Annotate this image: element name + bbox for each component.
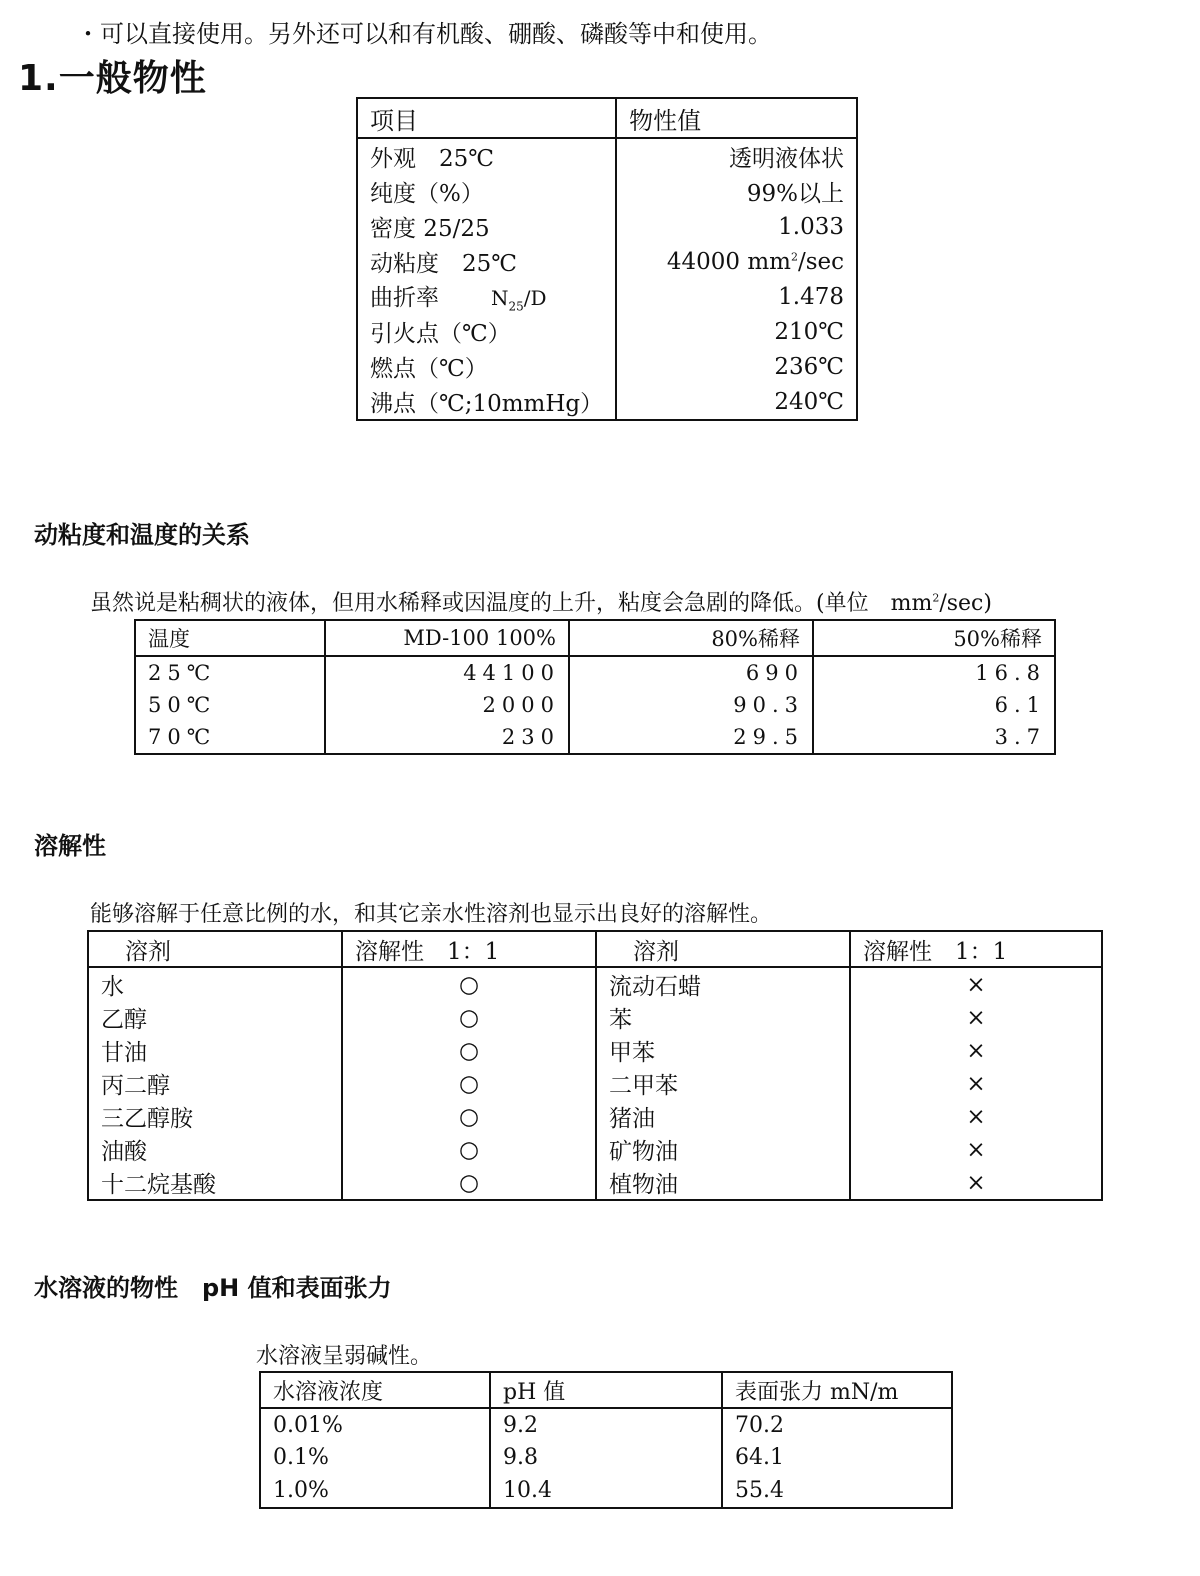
value-cell: 99%以上 [616,174,857,209]
item-label: 曲折率 [370,285,439,312]
header-solvent: 溶剂 [596,931,850,967]
solubility-table [87,930,1103,1201]
header-50: 50%稀释 [813,620,1055,656]
solvent-cell: 苯 [596,1001,850,1034]
temperature-cell: 70℃ [135,721,325,754]
value-cell: 1.033 [616,209,857,244]
solvent-cell: 二甲苯 [596,1067,850,1100]
solvent-cell: 丙二醇 [88,1067,342,1100]
soluble-mark: ○ [342,1001,596,1034]
header-80: 80%稀释 [569,620,813,656]
table-row [88,1034,1102,1067]
surface-tension-cell: 70.2 [722,1408,952,1442]
value-tail: /sec [797,248,844,275]
value-cell [616,244,857,279]
value-cell: 29.5 [569,721,813,754]
table-header-row [260,1372,952,1408]
insoluble-mark: × [850,967,1102,1001]
header-concentration: 水溶液浓度 [260,1372,490,1408]
table-header-row [88,931,1102,967]
value-cell: 2000 [325,689,569,721]
solvent-cell: 油酸 [88,1133,342,1166]
soluble-mark: ○ [342,1034,596,1067]
table-row [135,721,1055,754]
header-solubility: 溶解性 1：1 [342,931,596,967]
concentration-cell: 0.1% [260,1442,490,1475]
value-cell: 16.8 [813,656,1055,689]
header-solubility: 溶解性 1：1 [850,931,1102,967]
table-row [357,138,857,174]
section3-note: 能够溶解于任意比例的水，和其它亲水性溶剂也显示出良好的溶解性。 [90,902,773,927]
item-cell: 燃点（℃） [357,349,616,384]
solvent-cell: 三乙醇胺 [88,1100,342,1133]
solvent-cell: 十二烷基酸 [88,1166,342,1200]
value-cell: 230 [325,721,569,754]
insoluble-mark: × [850,1034,1102,1067]
item-cell: 动粘度 25℃ [357,244,616,279]
value-cell: 90.3 [569,689,813,721]
table-row [88,1133,1102,1166]
header-item: 项目 [357,98,616,138]
value-cell: 6.1 [813,689,1055,721]
item-cell: 外观 25℃ [357,138,616,174]
insoluble-mark: × [850,1166,1102,1200]
value-superscript: 2 [790,249,798,263]
soluble-mark: ○ [342,1166,596,1200]
table-header-row [357,98,857,138]
surface-tension-cell: 64.1 [722,1442,952,1475]
table-row [357,209,857,244]
intro-line: ・可以直接使用。另外还可以和有机酸、硼酸、磷酸等中和使用。 [76,20,772,48]
note-superscript: 2 [932,591,940,605]
table-row [357,279,857,314]
general-properties-table [356,97,858,421]
solvent-cell: 水 [88,967,342,1001]
item-cell: 引火点（℃） [357,314,616,349]
insoluble-mark: × [850,1001,1102,1034]
temperature-cell: 25℃ [135,656,325,689]
soluble-mark: ○ [342,967,596,1001]
value-main: 44000 mm [666,248,791,275]
ph-cell: 9.2 [490,1408,722,1442]
table-row [88,1067,1102,1100]
header-surface-tension: 表面张力 mN/m [722,1372,952,1408]
item-cell: 沸点（℃;10mmHg） [357,384,616,420]
value-cell: 3.7 [813,721,1055,754]
header-solvent: 溶剂 [88,931,342,967]
concentration-cell: 1.0% [260,1474,490,1508]
table-row [260,1408,952,1442]
value-cell: 1.478 [616,279,857,314]
solvent-cell: 植物油 [596,1166,850,1200]
solvent-cell: 乙醇 [88,1001,342,1034]
section2-title: 动粘度和温度的关系 [34,521,250,549]
value-cell: 690 [569,656,813,689]
soluble-mark: ○ [342,1067,596,1100]
table-row [357,244,857,279]
soluble-mark: ○ [342,1100,596,1133]
solvent-cell: 猪油 [596,1100,850,1133]
table-row [135,656,1055,689]
table-row [135,689,1055,721]
section1-title: 1.一般物性 [18,58,207,99]
solvent-cell: 流动石蜡 [596,967,850,1001]
insoluble-mark: × [850,1067,1102,1100]
item-cell: 密度 25/25 [357,209,616,244]
insoluble-mark: × [850,1100,1102,1133]
ph-cell: 10.4 [490,1474,722,1508]
soluble-mark: ○ [342,1133,596,1166]
item-tail: /D [523,286,547,311]
item-cell: 纯度（%） [357,174,616,209]
section2-note [90,586,992,617]
table-row [88,967,1102,1001]
item-cell [357,279,616,314]
viscosity-temperature-table [134,619,1056,755]
solvent-cell: 甘油 [88,1034,342,1067]
note-main: 虽然说是粘稠状的液体，但用水稀释或因温度的上升，粘度会急剧的降低。(单位 mm [90,591,933,616]
table-row [260,1442,952,1475]
table-row [88,1166,1102,1200]
solvent-cell: 甲苯 [596,1034,850,1067]
note-tail: /sec) [939,591,992,616]
value-cell: 44100 [325,656,569,689]
table-row [357,314,857,349]
header-md100: MD-100 100% [325,620,569,656]
value-cell: 236℃ [616,349,857,384]
section3-title: 溶解性 [34,832,106,860]
value-cell: 210℃ [616,314,857,349]
table-header-row [135,620,1055,656]
table-row [260,1474,952,1508]
surface-tension-cell: 55.4 [722,1474,952,1508]
solvent-cell: 矿物油 [596,1133,850,1166]
section4-title: 水溶液的物性 pH 值和表面张力 [34,1274,392,1302]
item-symbol: N [491,286,509,311]
table-row [357,174,857,209]
insoluble-mark: × [850,1133,1102,1166]
table-row [357,349,857,384]
concentration-cell: 0.01% [260,1408,490,1442]
header-ph: pH 值 [490,1372,722,1408]
value-cell: 透明液体状 [616,138,857,174]
item-subscript: 25 [508,299,524,314]
temperature-cell: 50℃ [135,689,325,721]
table-row [357,384,857,420]
aqueous-solution-table [259,1371,953,1509]
table-row [88,1100,1102,1133]
header-value: 物性值 [616,98,857,138]
header-temperature: 温度 [135,620,325,656]
table-row [88,1001,1102,1034]
value-cell: 240℃ [616,384,857,420]
section4-note: 水溶液呈弱碱性。 [256,1344,433,1369]
ph-cell: 9.8 [490,1442,722,1475]
